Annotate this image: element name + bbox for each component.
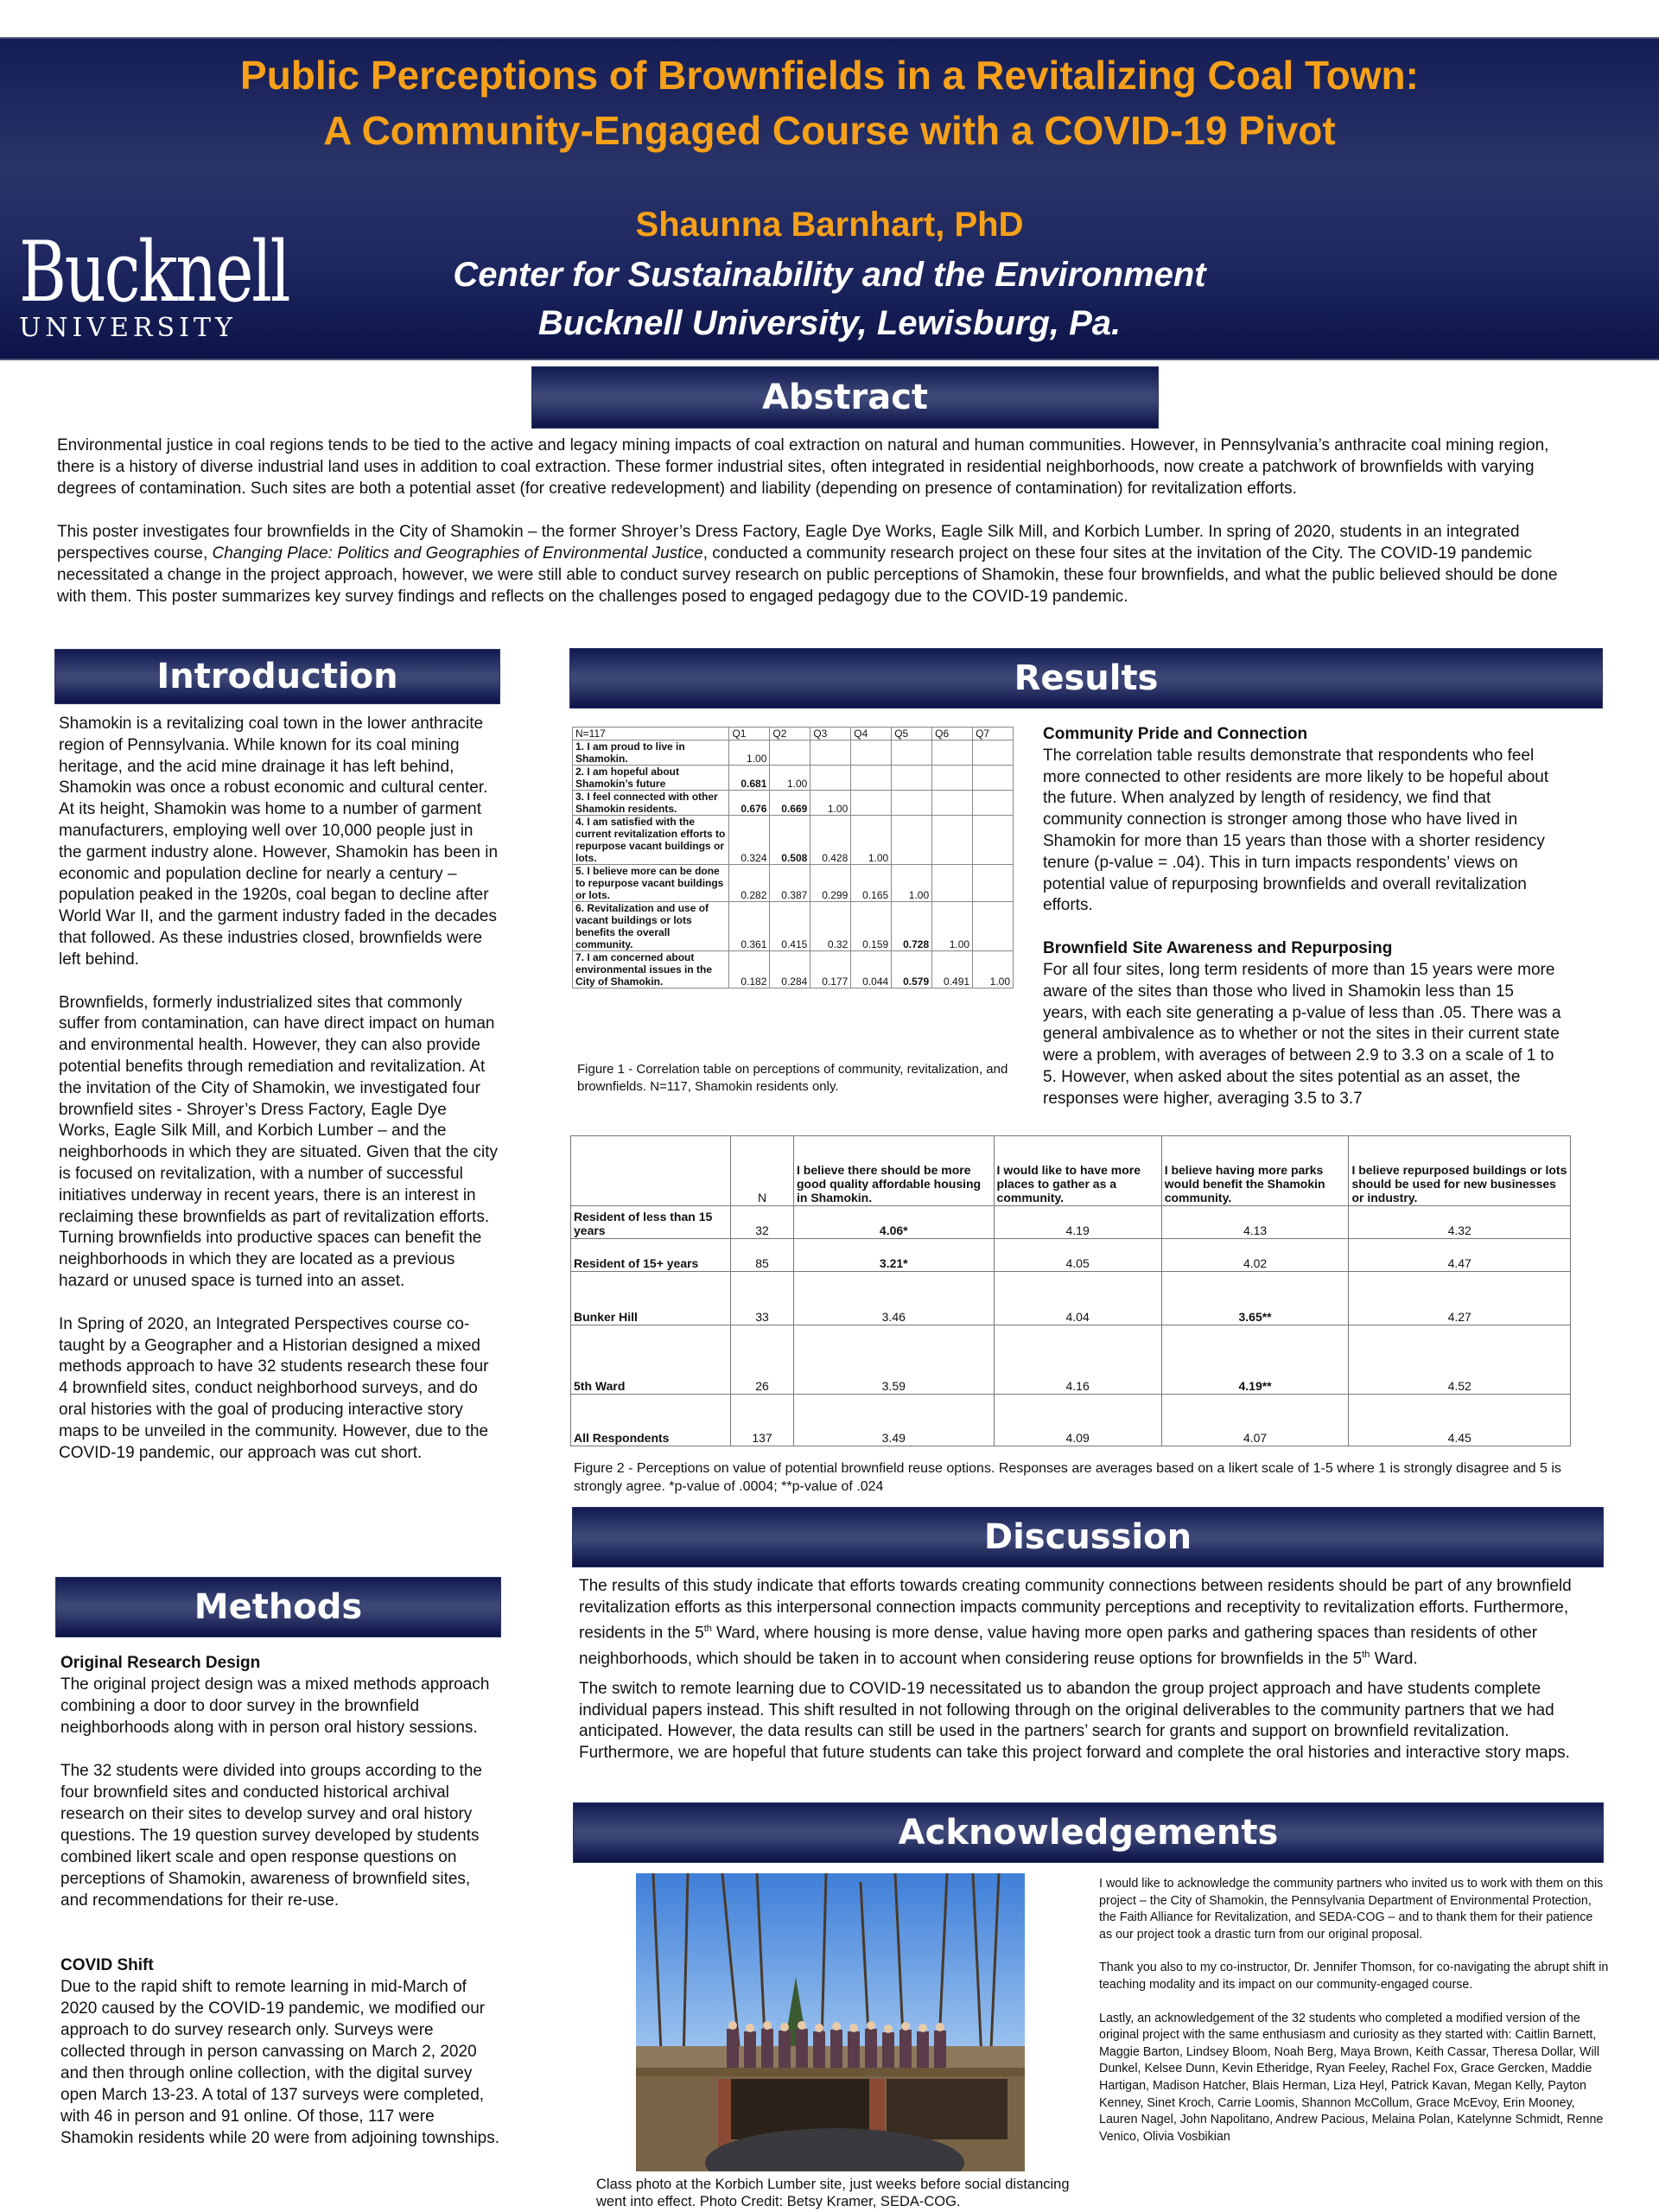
perception-cell: 4.19 (994, 1206, 1161, 1239)
class-photo-image (636, 1873, 1025, 2171)
perception-cell: 4.13 (1161, 1206, 1349, 1239)
correlation-cell (932, 741, 973, 766)
methods-paragraph-2: The 32 students were divided into groups according to the four brownfield sites and conducted historical archival research on their sites to develop survey and oral history questions. The 19 question survey developed by students combined likert scale and open response questions on perceptions of Shamokin, awareness of brownfield sites, and recommendations for their re-use. (60, 1762, 482, 1910)
perception-cell: 4.47 (1349, 1239, 1571, 1272)
correlation-cell (851, 791, 892, 816)
logo-subtext: UNIVERSITY (19, 313, 237, 343)
correlation-cell (932, 865, 973, 902)
perception-row-label: Resident of 15+ years (571, 1239, 731, 1272)
correlation-row-label: 3. I feel connected with other Shamokin residents. (573, 791, 729, 816)
perception-n-cell: 85 (731, 1239, 794, 1272)
results-paragraph-2: For all four sites, long term residents of more than 15 years were more aware of the sites than those who lived in Shamokin less than 15 years, with each site generating a p-value of less than .05. There was a general ambivalence as to whether or not the sites in their current state were a problem, with averages of between 2.9 to 3.3 on a scale of 1 to 5. However, when asked about the sites potential as an asset, the responses were higher, averaging 3.5 to 3.7 (1043, 960, 1561, 1108)
results-body (1043, 724, 1561, 1132)
correlation-cell (973, 816, 1014, 865)
correlation-row (573, 791, 1014, 816)
correlation-cell: 1.00 (810, 791, 851, 816)
correlation-cell (810, 741, 851, 766)
title-line-1: Public Perceptions of Brownfields in a Revitalizing Coal Town: (240, 53, 1419, 98)
perception-corner (571, 1136, 731, 1206)
methods-heading: Methods (55, 1577, 501, 1637)
correlation-cell: 0.284 (770, 951, 810, 988)
superscript: th (703, 1624, 712, 1635)
correlation-cell (973, 902, 1014, 951)
perception-header-row (571, 1136, 1571, 1206)
perception-row-label: 5th Ward (571, 1325, 731, 1395)
correlation-cell (851, 766, 892, 791)
acknowledgements-body (1099, 1876, 1609, 2145)
abstract-text: , conducted a community research project on these four sites at the invitation of the City. The COVID-19 pandemic necessitated a change in the project approach, however, we were still able to conduct survey research on public perceptions of Shamokin, these four brownfields, and what the public believed should be done with them. This poster summarizes key survey findings and reflects on the challenges posed to engaged pedagogy due to the COVID-19 pandemic. (57, 544, 1558, 606)
perception-n-header: N (731, 1136, 794, 1206)
affiliation-university: Bucknell University, Lewisburg, Pa. (537, 304, 1122, 342)
correlation-row (573, 951, 1014, 988)
correlation-cell: 0.159 (851, 902, 892, 951)
figure-2-caption: Figure 2 - Perceptions on value of potential brownfield reuse options. Responses are averages based on a likert scale of 1-5 where 1 is strongly disagree and 5 is strongly agree. *p-value of .0004; **p-value of .024 (574, 1461, 1561, 1494)
correlation-cell: 0.361 (729, 902, 770, 951)
discussion-paragraph-2: The switch to remote learning due to COVID-19 necessitated us to abandon the group project approach and have students complete individual papers instead. This shift resulted in not following through on the original deliverables to the community partners that we had anticipated. However, the data results can still be used in the partners’ search for grants and support on brownfield revitalization. Furthermore, we are hopeful that future students can take this project forward and complete the oral histories and interactive story maps. (579, 1680, 1570, 1762)
correlation-cell: 0.177 (810, 951, 851, 988)
abstract-text: This poster investigates four brownfields in the City of Shamokin – the former Shroyer’s Dress Factory, Eagle Dye Works, Eagle Silk Mill, and Korbich Lumber. In spring of 2020, students in an integrated perspectives course, (57, 523, 1520, 563)
results-paragraph-1: The correlation table results demonstrate that respondents who feel more connected to other residents are more likely to be hopeful about the future. When analyzed by length of residency, we find that community connection is stronger among those who have lived in Shamokin for more than 15 years than those with a shorter residency tenure (p-value = .04). This in turn impacts respondents’ views on potential value of repurposing brownfields and overall revitalization efforts. (1043, 746, 1549, 915)
photo-caption: Class photo at the Korbich Lumber site, just weeks before social distancing went into effect. Photo Credit: Betsy Kramer, SEDA-COG. (596, 2177, 1070, 2209)
correlation-row (573, 902, 1014, 951)
perception-n-cell: 26 (731, 1325, 794, 1395)
perception-cell: 4.02 (1161, 1239, 1349, 1272)
perception-table (570, 1135, 1571, 1446)
correlation-header-row (573, 728, 1014, 741)
perception-row-label: Resident of less than 15 years (571, 1206, 731, 1239)
ack-paragraph-3: Lastly, an acknowledgement of the 32 students who completed a modified version of the original project with the same enthusiasm and curiosity as they started with: Caitlin Barnett, Maggie Barton, Lindsey Bloom, Noah Berg, Maya Brown, Keith Cassar, Theresa Dollar, Will Dunkel, Kelsee Dunn, Kevin Etheridge, Ryan Feeley, Rachel Fox, Grace Gercken, Maddie Hartigan, Madison Hatcher, Blais Herman, Liza Heyl, Patrick Kavan, Megan Kelly, Payton Kenney, Sinet Kroch, Carrie Loomis, Shannon McCollum, Grace McEvoy, Erin Mooney, Lauren Nagel, John Napolitano, Andrew Pacious, Melaina Polan, Katelynne Schmidt, Renne Venico, Olivia Vosbikian (1099, 2011, 1604, 2144)
correlation-cell (973, 791, 1014, 816)
correlation-row (573, 816, 1014, 865)
correlation-cell (973, 865, 1014, 902)
title-line-2: A Community-Engaged Course with a COVID-19 Pivot (323, 108, 1336, 153)
discussion-text: The results of this study indicate that efforts towards creating community connections between residents should be part of any brownfield revitalization efforts as this interpersonal connection impacts community perceptions and receptivity to revitalization efforts. Furthermore, residents in the 5 (579, 1577, 1572, 1643)
results-subheading-awareness: Brownfield Site Awareness and Repurposing (1043, 939, 1393, 958)
correlation-cell (932, 791, 973, 816)
correlation-cell (851, 741, 892, 766)
perception-cell: 4.45 (1349, 1395, 1571, 1446)
abstract-heading: Abstract (531, 366, 1159, 429)
correlation-cell: 0.669 (770, 791, 810, 816)
correlation-cell: 1.00 (892, 865, 932, 902)
perception-cell: 4.27 (1349, 1272, 1571, 1325)
correlation-column-header: Q2 (770, 728, 810, 741)
discussion-text: Ward, where housing is more dense, value having more open parks and gathering spaces than residents of other neighborhoods, which should be taken in to account when considering reuse options for brownfields in the 5 (579, 1624, 1538, 1669)
abstract-paragraph-2 (57, 521, 1586, 607)
perception-column-header: I believe there should be more good quality affordable housing in Shamokin. (794, 1136, 995, 1206)
correlation-cell: 0.728 (892, 902, 932, 951)
discussion-paragraph-1 (579, 1576, 1599, 1670)
correlation-cell: 0.044 (851, 951, 892, 988)
perception-row (571, 1395, 1571, 1446)
perception-row (571, 1272, 1571, 1325)
correlation-column-header: Q4 (851, 728, 892, 741)
perception-cell: 3.49 (794, 1395, 995, 1446)
ack-paragraph-1: I would like to acknowledge the community partners who invited us to work with them on this project – the City of Shamokin, the Pennsylvania Department of Environmental Protection, the Faith Alliance for Revitalization, and SEDA-COG – and to thank them for their patience as our project took a drastic turn from our original proposal. (1099, 1877, 1604, 1942)
perception-row (571, 1206, 1571, 1239)
figure-1-caption: Figure 1 - Correlation table on perceptions of community, revitalization, and brownfields. N=117, Shamokin residents only. (577, 1062, 1008, 1094)
correlation-cell (892, 766, 932, 791)
correlation-table (572, 727, 1014, 988)
correlation-row-label: 7. I am concerned about environmental issues in the City of Shamokin. (573, 951, 729, 988)
perception-cell: 3.65** (1161, 1272, 1349, 1325)
correlation-cell (892, 816, 932, 865)
correlation-cell (973, 741, 1014, 766)
correlation-row-label: 5. I believe more can be done to repurpose vacant buildings or lots. (573, 865, 729, 902)
correlation-row (573, 865, 1014, 902)
correlation-cell (770, 741, 810, 766)
correlation-column-header: Q1 (729, 728, 770, 741)
perception-cell: 3.46 (794, 1272, 995, 1325)
course-title: Changing Place: Politics and Geographies of Environmental Justice (212, 544, 703, 563)
perception-cell: 4.07 (1161, 1395, 1349, 1446)
correlation-cell: 0.681 (729, 766, 770, 791)
perception-n-cell: 33 (731, 1272, 794, 1325)
perception-row (571, 1239, 1571, 1272)
correlation-cell: 1.00 (770, 766, 810, 791)
correlation-column-header: Q5 (892, 728, 932, 741)
correlation-row-label: 2. I am hopeful about Shamokin’s future (573, 766, 729, 791)
logo-wordmark: Bucknell (19, 224, 289, 321)
correlation-row-label: 4. I am satisfied with the current revitalization efforts to repurpose vacant buildings or lots. (573, 816, 729, 865)
correlation-cell: 1.00 (729, 741, 770, 766)
correlation-cell (892, 741, 932, 766)
methods-paragraph-3: Due to the rapid shift to remote learning in mid-March of 2020 caused by the COVID-19 pandemic, we modified our approach to do survey research only. Surveys were collected through in person canvassing on March 2, 2020 and then through online collection, with the digital survey open March 13-23. A total of 137 surveys were completed, with 46 in person and 91 online. Of those, 117 were Shamokin residents while 20 were from adjoining townships. (60, 1978, 499, 2147)
introduction-heading: Introduction (54, 649, 500, 704)
introduction-body (59, 714, 499, 1485)
perception-column-header: I would like to have more places to gather as a community. (994, 1136, 1161, 1206)
correlation-cell: 0.387 (770, 865, 810, 902)
correlation-cell: 0.579 (892, 951, 932, 988)
abstract-paragraph-1: Environmental justice in coal regions tends to be tied to the active and legacy mining impacts of coal extraction on natural and human communities. However, in Pennsylvania’s anthracite coal mining region, there is a history of diverse industrial land uses in addition to coal extraction. These former industrial sites, often integrated in residential neighborhoods, now create a patchwork of brownfields with varying degrees of contamination. Such sites are both a potential asset (for creative redevelopment) and liability (depending on presence of contamination) for revitalization efforts. (57, 436, 1549, 498)
correlation-cell (810, 766, 851, 791)
results-subheading-pride: Community Pride and Connection (1043, 725, 1308, 743)
methods-body (60, 1652, 501, 2171)
bucknell-logo (19, 224, 365, 343)
perception-row-label: Bunker Hill (571, 1272, 731, 1325)
perception-cell: 4.04 (994, 1272, 1161, 1325)
correlation-column-header: Q6 (932, 728, 973, 741)
correlation-cell: 0.428 (810, 816, 851, 865)
correlation-cell: 0.299 (810, 865, 851, 902)
intro-paragraph-1: Shamokin is a revitalizing coal town in the lower anthracite region of Pennsylvania. While known for its coal mining heritage, and the acid mine drainage it has left behind, Shamokin was once a robust economic and cultural center. At its height, Shamokin was home to a number of garment manufacturers, employing well over 10,000 people just in the garment industry alone. However, Shamokin has been in economic and population decline for nearly a century – population peaked in the 1920s, coal began to decline after World War II, and the garment industry faded in the decades that followed. As these industries closed, brownfields were left behind. (59, 715, 499, 969)
perception-cell: 3.21* (794, 1239, 995, 1272)
perception-cell: 4.32 (1349, 1206, 1571, 1239)
methods-paragraph-1: The original project design was a mixed methods approach combining a door to door survey in the brownfield neighborhoods along with in person oral history sessions. (60, 1675, 490, 1737)
perception-cell: 4.19** (1161, 1325, 1349, 1395)
perception-cell: 4.09 (994, 1395, 1161, 1446)
perception-cell: 4.05 (994, 1239, 1161, 1272)
perception-row (571, 1325, 1571, 1395)
correlation-cell: 0.676 (729, 791, 770, 816)
discussion-heading: Discussion (572, 1507, 1604, 1567)
correlation-column-header: Q3 (810, 728, 851, 741)
correlation-cell: 0.182 (729, 951, 770, 988)
superscript: th (1362, 1649, 1370, 1661)
ack-paragraph-2: Thank you also to my co-instructor, Dr. Jennifer Thomson, for co-navigating the abrupt shift in teaching modality and its impact on our community-engaged course. (1099, 1961, 1609, 1992)
acknowledgements-heading: Acknowledgements (573, 1802, 1604, 1863)
abstract-body (57, 435, 1586, 629)
correlation-cell: 0.32 (810, 902, 851, 951)
perception-n-cell: 137 (731, 1395, 794, 1446)
correlation-cell (932, 766, 973, 791)
perception-cell: 4.52 (1349, 1325, 1571, 1395)
discussion-text: Ward. (1370, 1649, 1418, 1669)
correlation-corner: N=117 (573, 728, 729, 741)
correlation-cell: 1.00 (932, 902, 973, 951)
correlation-cell (932, 816, 973, 865)
intro-paragraph-2: Brownfields, formerly industrialized sites that commonly suffer from contamination, can have direct impact on human and environmental health. However, they can also provide potential benefits through remediation and revitalization. At the invitation of the City of Shamokin, we investigated four brownfield sites - Shroyer’s Dress Factory, Eagle Dye Works, Eagle Silk Mill, and Korbich Lumber – and the neighborhoods in which they are situated. Given that the city is focused on revitalization, with a number of successful initiatives underway in recent years, there is an interest in reclaiming these brownfields as part of revitalization efforts. Turning brownfields into productive spaces can benefit the neighborhoods in which they are located as a previous hazard or unused space is turned into an asset. (59, 993, 499, 1290)
author-name: Shaunna Barnhart, PhD (635, 206, 1024, 244)
correlation-cell: 1.00 (851, 816, 892, 865)
poster-title (0, 48, 1659, 158)
methods-subheading-original: Original Research Design (60, 1654, 261, 1672)
intro-paragraph-3: In Spring of 2020, an Integrated Perspectives course co-taught by a Geographer and a Historian designed a mixed methods approach to have 32 students research these four 4 brownfield sites, conduct neighborhood surveys, and do oral histories with the goal of producing interactive story maps to be unveiled in the community. However, due to the COVID-19 pandemic, our approach was cut short. (59, 1314, 489, 1462)
correlation-cell: 0.491 (932, 951, 973, 988)
perception-column-header: I believe repurposed buildings or lots should be used for new businesses or industry. (1349, 1136, 1571, 1206)
correlation-cell: 1.00 (973, 951, 1014, 988)
perception-row-label: All Respondents (571, 1395, 731, 1446)
results-heading: Results (569, 648, 1603, 709)
perception-cell: 4.06* (794, 1206, 995, 1239)
correlation-row (573, 766, 1014, 791)
correlation-cell: 0.165 (851, 865, 892, 902)
correlation-cell: 0.324 (729, 816, 770, 865)
affiliation-center: Center for Sustainability and the Environment (453, 256, 1206, 294)
methods-subheading-covid: COVID Shift (60, 1956, 154, 1974)
perception-cell: 3.59 (794, 1325, 995, 1395)
perception-column-header: I believe having more parks would benefit the Shamokin community. (1161, 1136, 1349, 1206)
class-photo (636, 1873, 1025, 2171)
correlation-cell: 0.282 (729, 865, 770, 902)
correlation-cell (892, 791, 932, 816)
perception-n-cell: 32 (731, 1206, 794, 1239)
correlation-cell (973, 766, 1014, 791)
correlation-row-label: 1. I am proud to live in Shamokin. (573, 741, 729, 766)
discussion-body (579, 1576, 1599, 1785)
correlation-row (573, 741, 1014, 766)
correlation-row-label: 6. Revitalization and use of vacant buildings or lots benefits the overall community. (573, 902, 729, 951)
correlation-column-header: Q7 (973, 728, 1014, 741)
correlation-cell: 0.508 (770, 816, 810, 865)
correlation-cell: 0.415 (770, 902, 810, 951)
perception-cell: 4.16 (994, 1325, 1161, 1395)
